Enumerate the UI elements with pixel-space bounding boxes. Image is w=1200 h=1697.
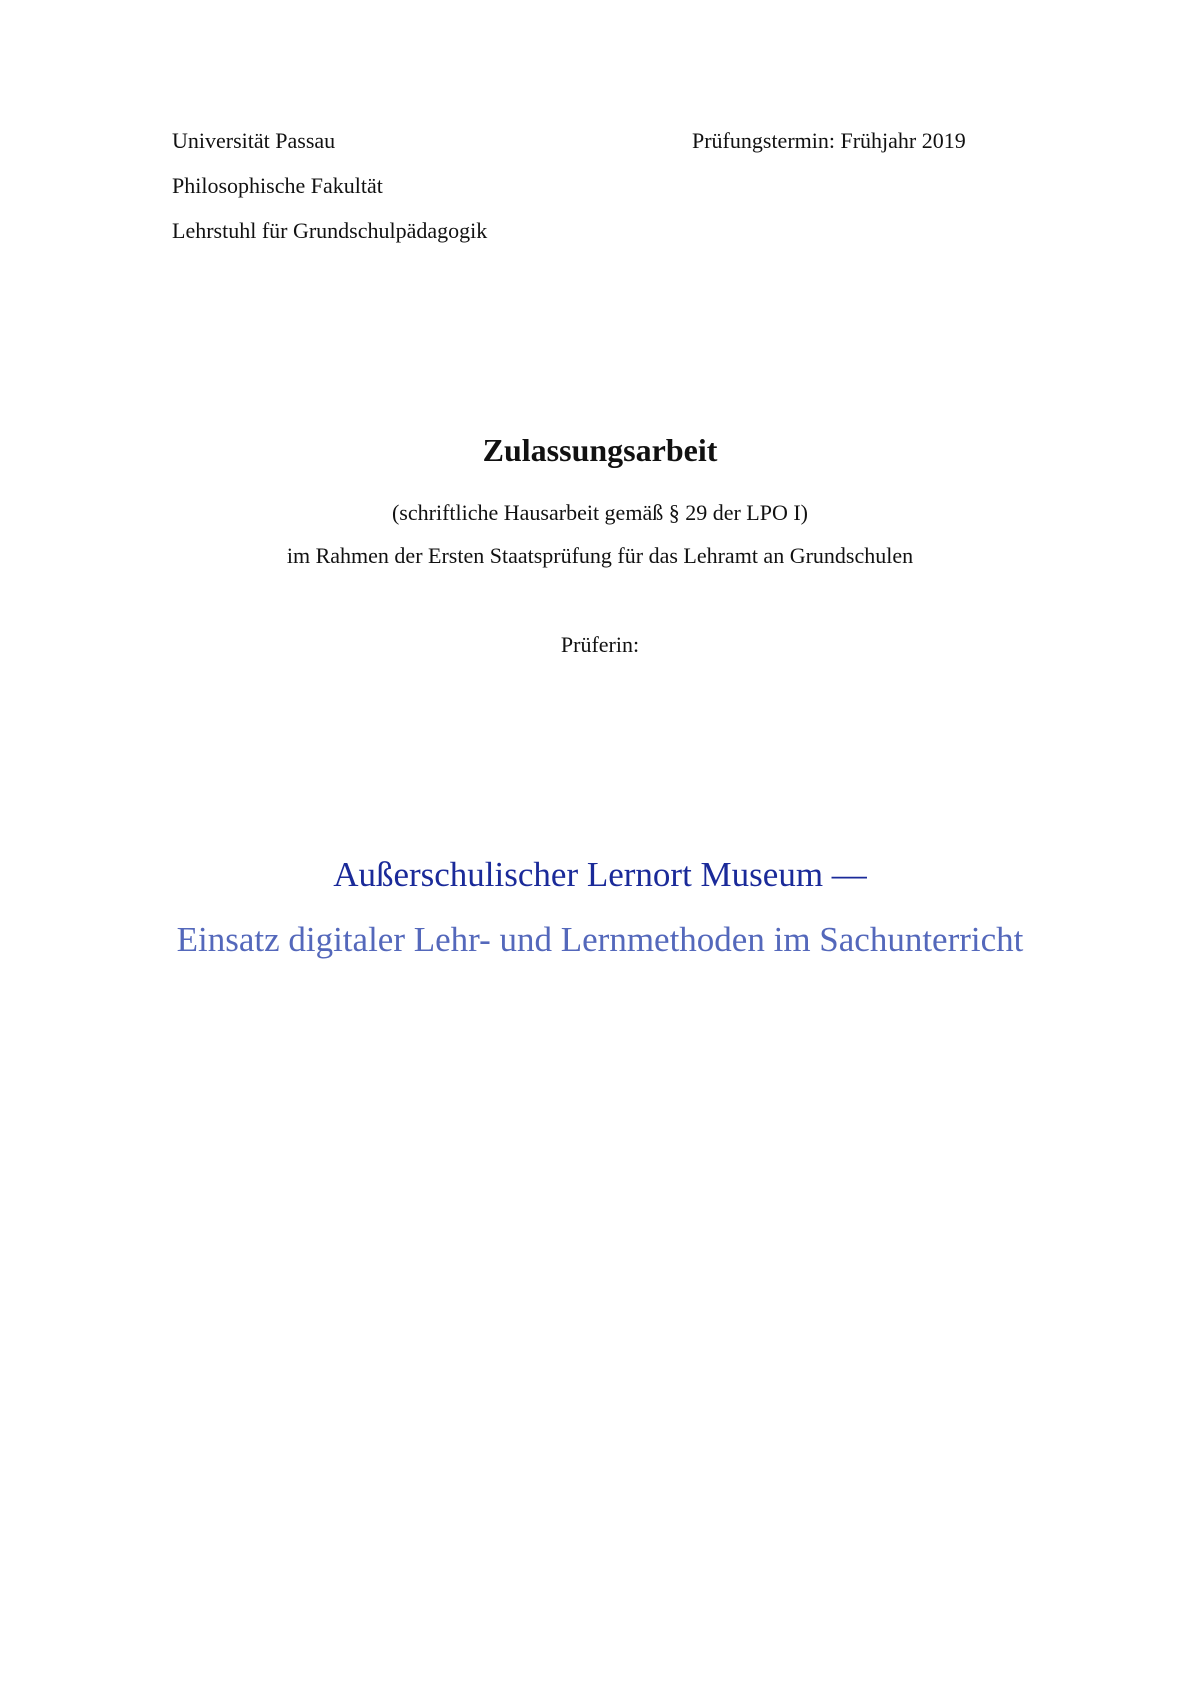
thesis-title-line-2: Einsatz digitaler Lehr- und Lernmethoden im Sachunterricht bbox=[176, 920, 1024, 959]
chair-name: Lehrstuhl für Grundschulpädagogik bbox=[172, 218, 488, 243]
exam-date: Prüfungstermin: Frühjahr 2019 bbox=[692, 128, 966, 153]
thesis-title-line-1: Außerschulischer Lernort Museum — bbox=[333, 855, 867, 894]
examiner-label: Prüferin: bbox=[560, 632, 640, 657]
document-type-heading: Zulassungsarbeit bbox=[482, 432, 718, 468]
faculty-name: Philosophische Fakultät bbox=[172, 173, 383, 198]
university-name: Universität Passau bbox=[172, 128, 336, 153]
institution-block bbox=[172, 118, 487, 253]
subtitle-legal-reference: (schriftliche Hausarbeit gemäß § 29 der LPO I) bbox=[391, 500, 809, 525]
subtitle-exam-context: im Rahmen der Ersten Staatsprüfung für das Lehramt an Grundschulen bbox=[286, 543, 914, 568]
